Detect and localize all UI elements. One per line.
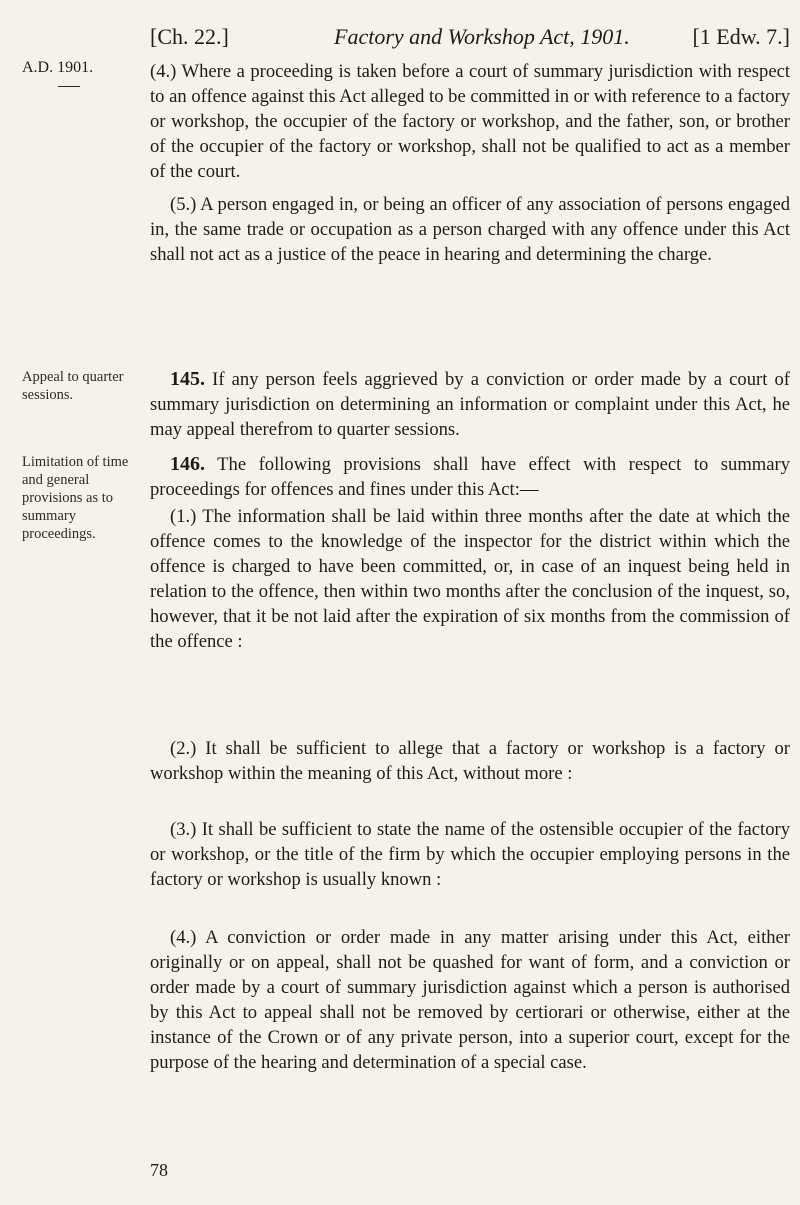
section-146-sub-4-text: (4.) A conviction or order made in any matter arising under this Act, either originally or on appeal, shall not be quashed for want of form, and a conviction or order made by a court of summary jurisdiction against which a person is authorised by this Act to appeal shall not be removed by certiorari or otherwise, either at the instance of the Crown or of any private person, into a superior court, except for the purpose of the hearing and determination of a special case. [150,927,790,1073]
margin-date: A.D. 1901. [22,59,94,76]
section-146-sub-3 [150,817,790,892]
paragraph-4 [150,59,790,184]
section-146-sub-4 [150,925,790,1075]
header-regnal-year: [1 Edw. 7.] [692,24,790,49]
section-146-sub-2-text: (2.) It shall be sufficient to allege that a factory or workshop is a factory or workshop within the meaning of this Act, without more : [150,738,790,784]
margin-date-rule [58,86,80,87]
side-note-limitation: Limitation of time and general provisions as to summary proceedings. [22,454,129,542]
section-146-sub-1-text: (1.) The information shall be laid within three months after the date at which the offence comes to the knowledge of the inspector for the district within which the offence is charged to have been committed, or, in case of an inquest being held in relation to the offence, then within two months after the conclusion of the inquest, so, however, that it be not laid after the expiration of six months from the commission of the offence : [150,506,790,652]
page-number: 78 [150,1160,168,1180]
header-title: Factory and Workshop Act, 1901. [334,24,630,49]
paragraph-4-text: (4.) Where a proceeding is taken before a court of summary jurisdiction with respect to an offence against this Act alleged to be committed in or with reference to a factory or workshop, the occupier of the factory or workshop, and the father, son, or brother of the occupier of the factory or workshop, shall not be qualified to act as a member of the court. [150,61,790,182]
header-chapter: [Ch. 22.] [150,24,229,49]
section-146-text: The following provisions shall have effect with respect to summary proceedings for offences and fines under this Act:— [150,454,790,500]
section-146-sub-2 [150,736,790,786]
section-146-sub-1 [150,504,790,654]
side-note-appeal: Appeal to quarter sessions. [22,369,124,403]
section-145 [150,367,790,442]
section-145-number: 145. [170,368,205,390]
paragraph-5-text: (5.) A person engaged in, or being an officer of any association of persons engaged in, the same trade or occupation as a person charged with any offence under this Act shall not act as a justice of the peace in hearing and determining the charge. [150,194,790,265]
paragraph-5 [150,192,790,267]
section-146-sub-3-text: (3.) It shall be sufficient to state the name of the ostensible occupier of the factory or workshop, or the title of the firm by which the occupier employing persons in the factory or workshop is usually known : [150,819,790,890]
section-146-number: 146. [170,453,205,475]
running-header [150,24,790,58]
section-146 [150,452,790,502]
section-145-text: If any person feels aggrieved by a conviction or order made by a court of summary jurisdiction on determining an information or complaint under this Act, he may appeal therefrom to quarter sessions. [150,369,790,440]
